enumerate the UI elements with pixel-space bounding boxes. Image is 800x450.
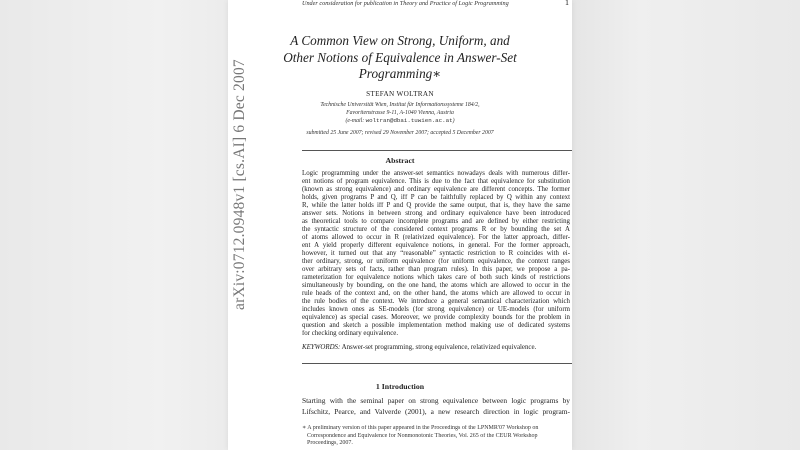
email-suffix: ) (452, 118, 455, 124)
arxiv-stamp: arXiv:0712.0948v1 [cs.AI] 6 Dec 2007 (231, 59, 248, 310)
section-heading: 1 Introduction (375, 382, 425, 391)
abstract-line: for checking ordinary equivalence. (302, 330, 399, 337)
keywords-text: Answer-set programming, strong equivalence, relativized equivalence. (340, 344, 537, 351)
abstract-line: ent A yield properly different equivalence notions, in general. For the former approach, (302, 242, 570, 249)
abstract-top-rule (302, 150, 572, 151)
abstract-line: Logic programming under the answer-set semantics nowadays deals with numerous differ- (302, 170, 570, 177)
abstract-line: as theoretical tools to compare incomplete programs and are defined by either restricting (302, 218, 570, 225)
footnote (302, 425, 572, 448)
abstract-line: question and sketch a possible implementation method making use of dedicated systems (302, 322, 570, 329)
abstract-heading: Abstract (385, 156, 415, 165)
abstract-line: simultaneously by bounding, on the one hand, the atoms which are allowed to occur in the (302, 282, 570, 289)
abstract-line: equivalence) as special cases. Moreover, we provide complexity bounds for the problem in (302, 314, 570, 321)
footnote-line: ∗ A preliminary version of this paper appeared in the Proceedings of the LPNMR'07 Workshop on (302, 425, 539, 431)
abstract-body (302, 170, 570, 338)
abstract-line: the rule bodies of the context. We introduce a general semantical characterization which (302, 298, 570, 305)
abstract-line: includes known ones as SE-models (for strong equivalence) or UE-models (for uniform (302, 306, 570, 313)
paper-title (228, 33, 572, 83)
footnote-line: Proceedings, 2007. (307, 440, 353, 447)
abstract-line: ther ordinary, strong, or uniform equivalence (for uniform equivalence, the context ranges (302, 258, 570, 265)
affiliation-line: Technische Universität Wien, Institut für Informationssysteme 184/2, (320, 102, 480, 108)
title-line: Other Notions of Equivalence in Answer-Set (283, 49, 517, 65)
abstract-line: rule heads of the context and, on the other hand, the atoms which are allowed to occur in (302, 290, 570, 297)
abstract-line: however, it turned out that any “reasonable” syntactic restriction to R coincides with ei- (302, 250, 570, 257)
paper-page (228, 0, 572, 450)
affiliation (228, 101, 572, 125)
intro-line: Starting with the seminal paper on strong equivalence between logic programs by (302, 396, 570, 405)
abstract-bottom-rule (302, 363, 572, 364)
abstract-line: of atoms allowed to occur in R (relativized equivalence). For the latter approach, differ- (302, 234, 570, 241)
intro-line: Lifschitz, Pearce, and Valverde (2001), a new research direction in logic program- (302, 406, 570, 416)
abstract-line: (known as strong equivalence) and ordinary equivalence are different concepts. The former (302, 186, 570, 193)
keywords-label: KEYWORDS: (302, 344, 341, 351)
page-number: 1 (565, 0, 569, 7)
abstract-line: the syntactic structure of the considered context programs R or by bounding the set A (302, 226, 570, 233)
title-line: A Common View on Strong, Uniform, and (290, 33, 510, 48)
affiliation-line: Favoritenstrasse 9-11, A-1040 Vienna, Austria (346, 110, 454, 116)
abstract-line: holds, given programs P and Q, iff P can be faithfully replaced by Q within any context (302, 194, 570, 201)
title-line: Programming∗ (358, 66, 442, 81)
abstract-line: over arbitrary sets of facts, rather than program rules). In this paper, we propose a pa- (302, 266, 570, 273)
email-prefix: (e-mail: (345, 118, 366, 124)
running-head: Under consideration for publication in Theory and Practice of Logic Programming (302, 0, 509, 7)
author: STEFAN WOLTRAN (366, 90, 434, 98)
abstract-line: rameterization for equivalence notions which takes care of both such kinds of restrictions (302, 274, 570, 281)
footnote-line: Correspondence and Equivalence for Nonmonotonic Theories, Vol. 265 of the CEUR Workshop (307, 432, 538, 439)
abstract-line: answer sets. Notions in between strong and ordinary equivalence have been introduced (302, 210, 570, 217)
submission-dates: submitted 25 June 2007; revised 29 November 2007; accepted 5 December 2007 (306, 130, 494, 136)
abstract-line: ent notions of program equivalence. This is due to the fact that equivalence for substitution (302, 178, 570, 185)
abstract-line: R, while the latter holds iff P and Q provide the same output, that is, they have the same (302, 202, 570, 209)
email-address: woltran@dbai.tuwien.ac.at (365, 117, 453, 124)
email-line (228, 117, 572, 125)
keywords (302, 344, 536, 351)
intro-text (302, 396, 570, 417)
